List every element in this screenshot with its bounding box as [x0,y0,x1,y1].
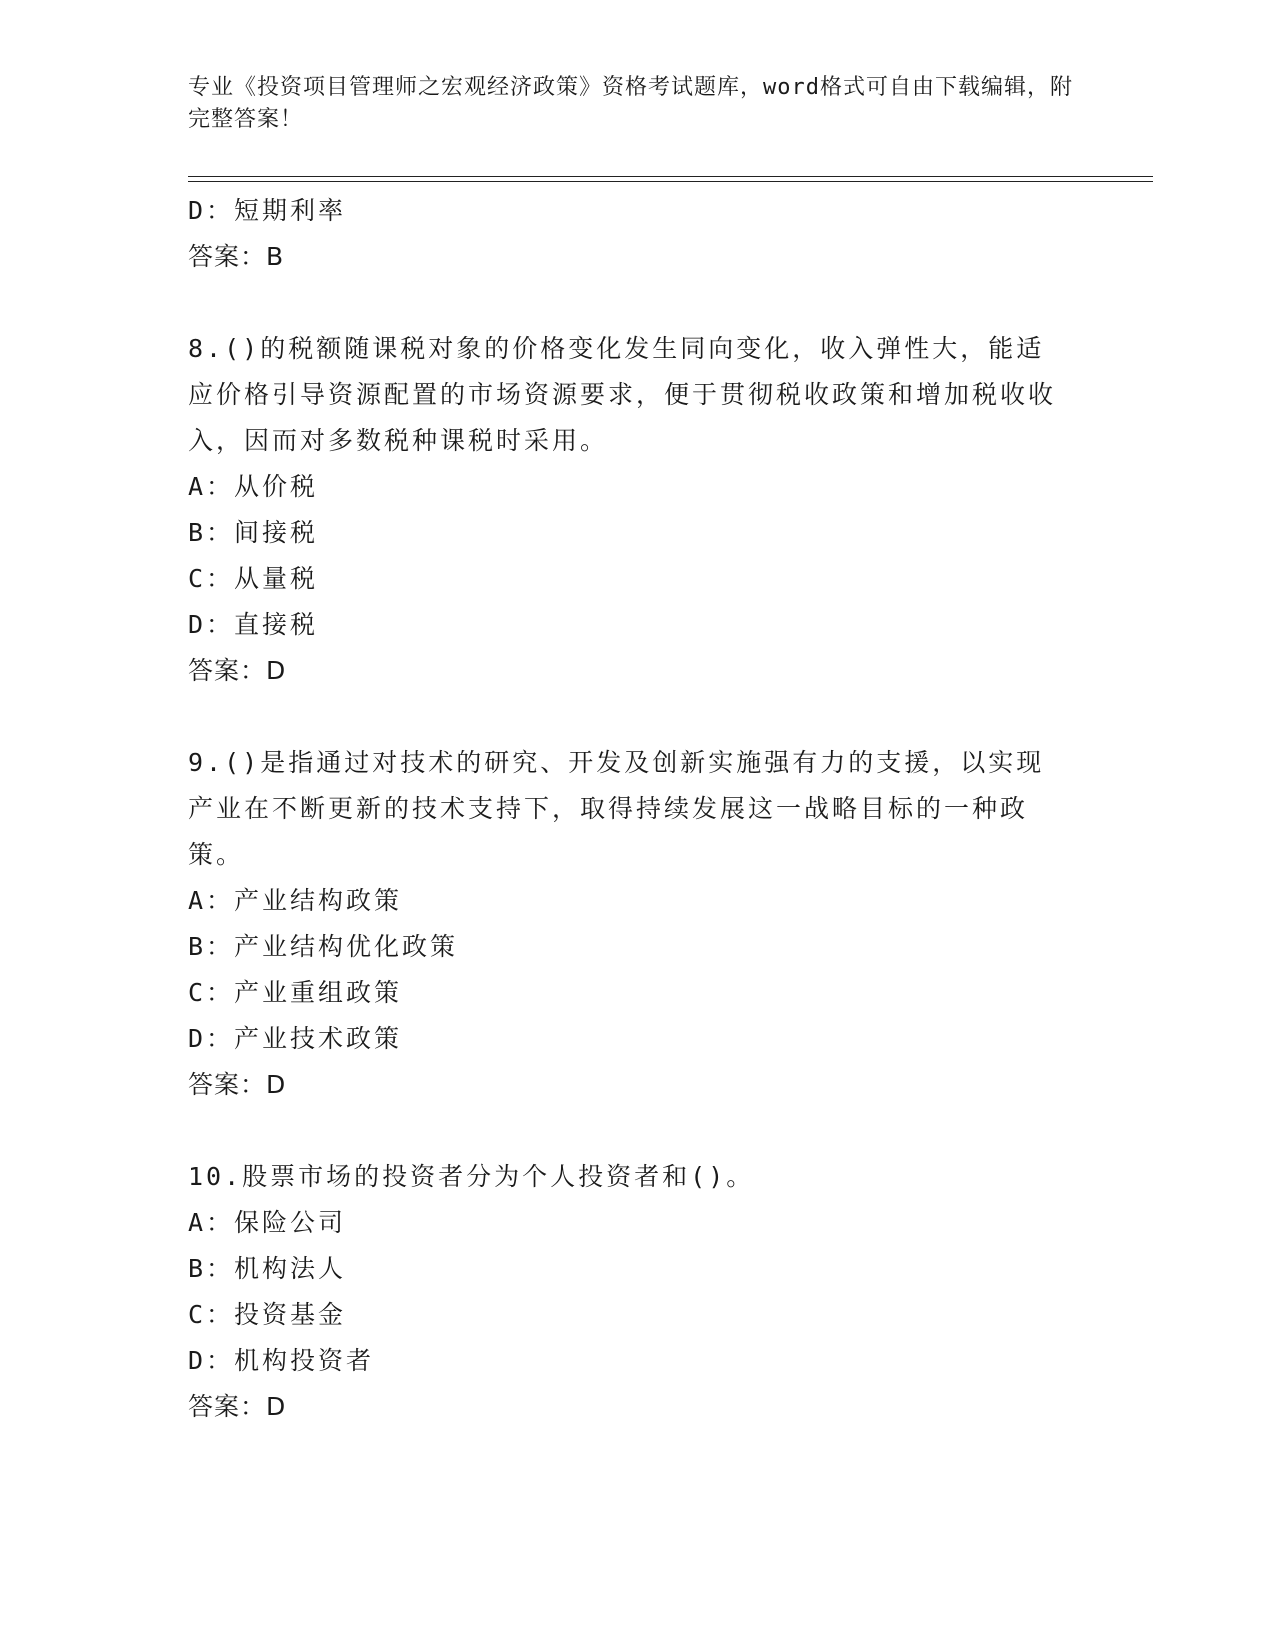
option-c: C：从量税 [188,564,319,593]
option-c: C：产业重组政策 [188,978,403,1007]
option-d: D：产业技术政策 [188,1024,403,1053]
spacer [188,694,1068,740]
answer-line: 答案：B [188,242,285,271]
option-b: B：机构法人 [188,1254,347,1283]
question-9 [188,740,1068,1108]
question-text: 8.()的税额随课税对象的价格变化发生同向变化，收入弹性大，能适应价格引导资源配置的市场资源要求，便于贯彻税收政策和增加税收收入，因而对多数税种课税时采用。 [188,334,1057,455]
answer-line: 答案：D [188,1392,287,1421]
question-text: 9.()是指通过对技术的研究、开发及创新实施强有力的支援，以实现产业在不断更新的技术支持下，取得持续发展这一战略目标的一种政策。 [188,748,1045,869]
question-text: 10.股票市场的投资者分为个人投资者和()。 [188,1162,755,1191]
header-rule-bottom [188,181,1153,182]
question-8 [188,326,1068,694]
answer-line: 答案：D [188,1070,287,1099]
option-a: A：产业结构政策 [188,886,403,915]
option-a: A：从价税 [188,472,319,501]
option-d: D：直接税 [188,610,319,639]
option-d: D：短期利率 [188,196,347,225]
option-c: C：投资基金 [188,1300,347,1329]
option-b: B：产业结构优化政策 [188,932,459,961]
option-d: D：机构投资者 [188,1346,375,1375]
answer-line: 答案：D [188,656,287,685]
header-rule-top [188,176,1153,177]
document-header: 专业《投资项目管理师之宏观经济政策》资格考试题库，word格式可自由下载编辑，附完整答案！ [188,75,1073,132]
question-list [188,188,1068,1430]
option-a: A：保险公司 [188,1208,347,1237]
spacer [188,280,1068,326]
question-10 [188,1154,1068,1430]
spacer [188,1108,1068,1154]
option-b: B：间接税 [188,518,319,547]
